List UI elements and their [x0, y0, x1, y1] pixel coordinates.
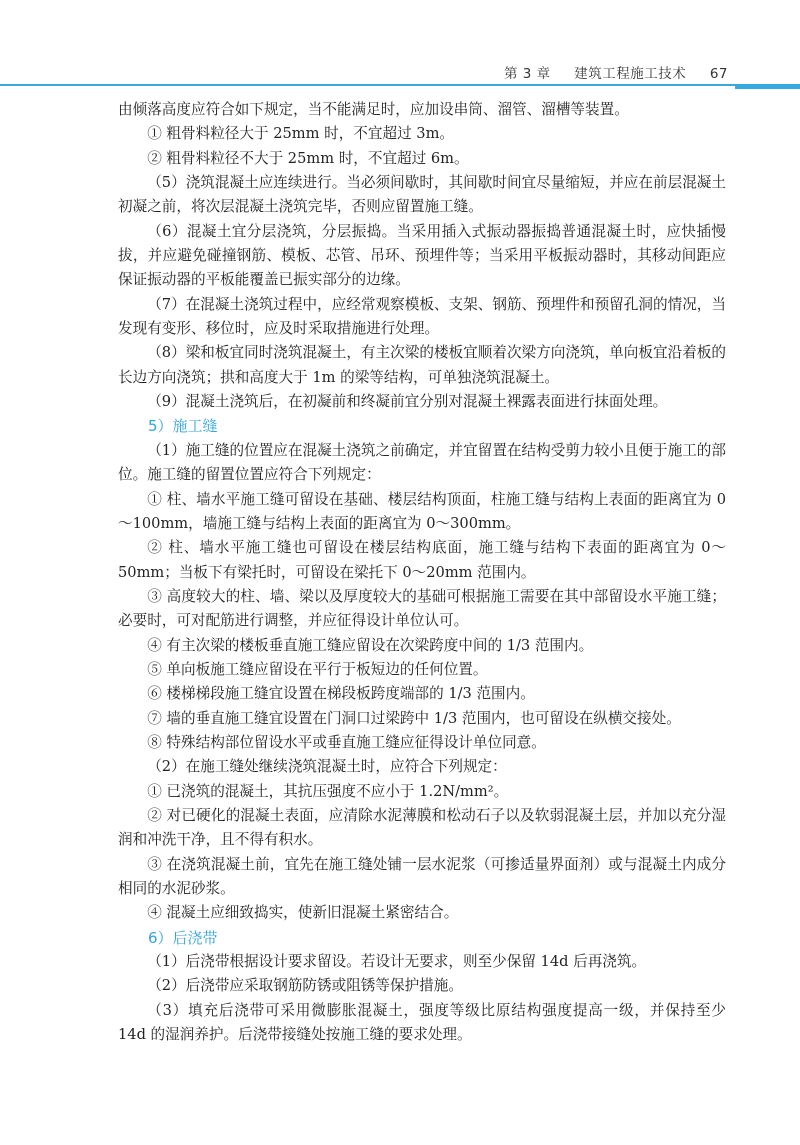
body-paragraph: （8）梁和板宜同时浇筑混凝土，有主次梁的楼板宜顺着次梁方向浇筑，单向板宜沿着板的长边方向浇筑；拱和高度大于 1m 的梁等结构，可单独浇筑混凝土。	[118, 344, 726, 386]
body-paragraph: ③ 在浇筑混凝土前，宜先在施工缝处铺一层水泥浆（可掺适量界面剂）或与混凝土内成分相同的水泥砂浆。	[118, 855, 726, 897]
body-paragraph: （2）后浇带应采取钢筋防锈或阻锈等保护措施。	[147, 977, 463, 995]
body-paragraph: ③ 高度较大的柱、墙、梁以及厚度较大的基础可根据施工需要在其中部留设水平施工缝；必要时，可对配筋进行调整，并应征得设计单位认可。	[118, 587, 726, 630]
body-paragraph: ⑤ 单向板施工缝应留设在平行于板短边的任何位置。	[147, 660, 488, 678]
body-paragraph: （7）在混凝土浇筑过程中，应经常观察模板、支架、钢筋、预埋件和预留孔洞的情况，当发现有变形、移位时，应及时采取措施进行处理。	[118, 295, 726, 338]
body-paragraph: ② 对已硬化的混凝土表面，应清除水泥薄膜和松动石子以及软弱混凝土层，并加以充分湿润和冲洗干净，且不得有积水。	[118, 806, 726, 849]
body-paragraph: （9）混凝土浇筑后，在初凝前和终凝前宜分别对混凝土裸露表面进行抹面处理。	[147, 393, 668, 411]
body-paragraph: ① 粗骨料粒径大于 25mm 时，不宜超过 3m。	[147, 125, 455, 143]
chapter-label: 第 3 章	[503, 66, 551, 82]
body-paragraph: （3）填充后浇带可采用微膨胀混凝土，强度等级比原结构强度提高一级，并保持至少 14d 的湿润养护。后浇带接缝处按施工缝的要求处理。	[118, 1001, 726, 1044]
body-paragraph: （1）后浇带根据设计要求留设。若设计无要求，则至少保留 14d 后再浇筑。	[147, 953, 647, 971]
body-paragraph: 由倾落高度应符合如下规定，当不能满足时，应加设串筒、溜管、溜槽等装置。	[118, 101, 629, 118]
chapter-title: 建筑工程施工技术	[574, 66, 687, 82]
body-paragraph: （5）浇筑混凝土应连续进行。当必须间歇时，其间歇时间宜尽量缩短，并应在前层混凝土初凝之前，将次层混凝土浇筑完毕，否则应留置施工缝。	[118, 174, 726, 216]
body-paragraph: ⑧ 特殊结构部位留设水平或垂直施工缝应征得设计单位同意。	[147, 733, 546, 751]
body-paragraph: ④ 有主次梁的楼板垂直施工缝应留设在次梁跨度中间的 1/3 范围内。	[147, 636, 594, 654]
body-paragraph: （6）混凝土宜分层浇筑，分层振捣。当采用插入式振动器振捣普通混凝土时，应快插慢拔，并应避免碰撞钢筋、模板、芯管、吊环、预埋件等；当采用平板振动器时，其移动间距应保证振动器的平板能覆盖已振实部分的边缘。	[118, 222, 726, 289]
body-paragraph: ⑥ 楼梯梯段施工缝宜设置在梯段板跨度端部的 1/3 范围内。	[147, 685, 535, 703]
page-header	[0, 0, 800, 88]
body-paragraph: （2）在施工缝处继续浇筑混凝土时，应符合下列规定：	[147, 758, 507, 776]
body-paragraph: ④ 混凝土应细致捣实，使新旧混凝土紧密结合。	[147, 904, 459, 922]
body-paragraph: ① 已浇筑的混凝土，其抗压强度不应小于 1.2N/mm²。	[147, 782, 509, 800]
running-header	[504, 62, 728, 82]
page-body	[118, 98, 726, 1047]
header-tab	[735, 84, 800, 89]
section-heading: 6）后浇带	[148, 928, 218, 947]
body-paragraph: （1）施工缝的位置应在混凝土浇筑之前确定，并宜留置在结构受剪力较小且便于施工的部位。施工缝的留置位置应符合下列规定：	[118, 441, 726, 484]
body-paragraph: ② 柱、墙水平施工缝也可留设在楼层结构底面，施工缝与结构下表面的距离宜为 0～50mm；当板下有梁托时，可留设在梁托下 0～20mm 范围内。	[118, 539, 726, 581]
body-paragraph: ① 柱、墙水平施工缝可留设在基础、楼层结构顶面，柱施工缝与结构上表面的距离宜为 0～100mm，墙施工缝与结构上表面的距离宜为 0～300mm。	[118, 490, 726, 532]
header-rule	[0, 84, 735, 86]
body-paragraph: ② 粗骨料粒径不大于 25mm 时，不宜超过 6m。	[147, 149, 469, 167]
section-heading: 5）施工缝	[148, 417, 218, 436]
page-number: 67	[709, 66, 728, 82]
body-paragraph: ⑦ 墙的垂直施工缝宜设置在门洞口过梁跨中 1/3 范围内，也可留设在纵横交接处。	[147, 709, 681, 727]
